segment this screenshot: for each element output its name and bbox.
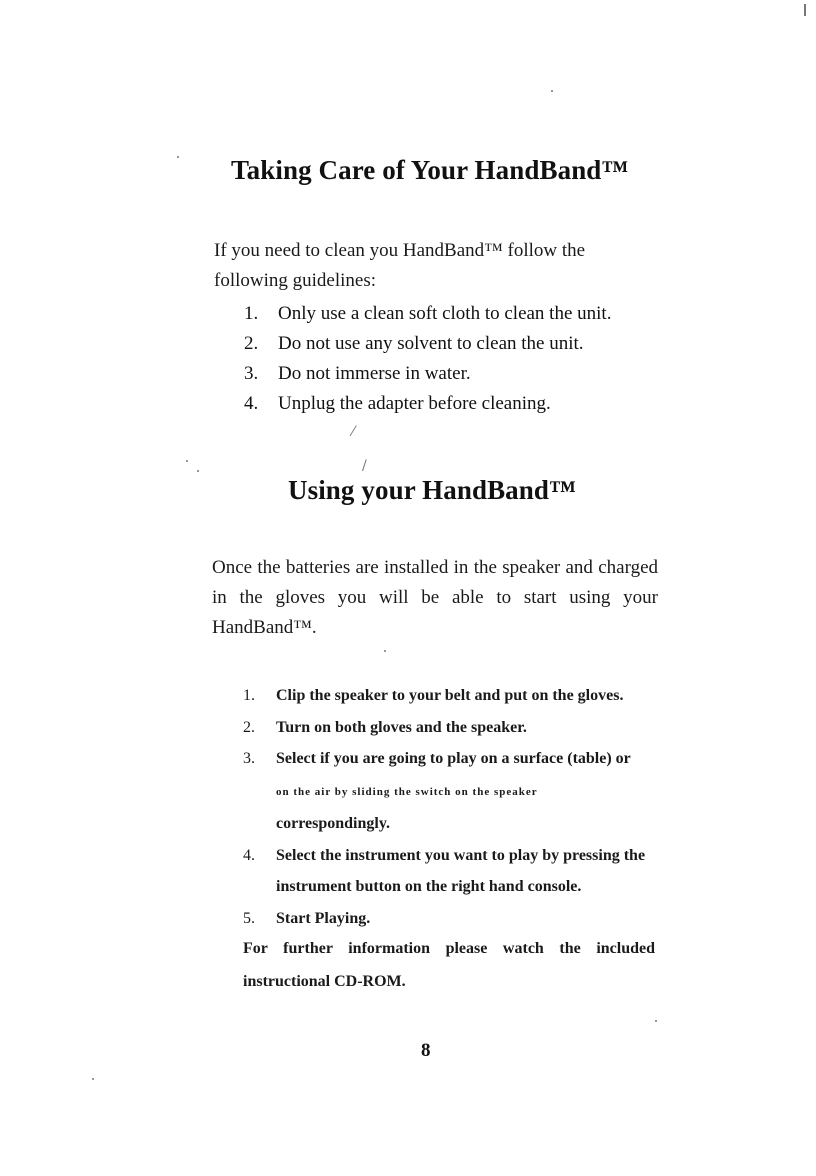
care-steps-list bbox=[244, 299, 684, 419]
care-step bbox=[244, 329, 684, 359]
use-step-text-line3: correspondingly. bbox=[276, 815, 390, 832]
use-step bbox=[243, 712, 657, 744]
scan-speck bbox=[177, 156, 179, 158]
scan-speck bbox=[186, 460, 188, 462]
use-step-text: Select if you are going to play on a surface (table) or bbox=[276, 750, 631, 767]
care-step bbox=[244, 299, 684, 329]
scan-speck bbox=[551, 90, 553, 92]
use-step-text: Turn on both gloves and the speaker. bbox=[276, 718, 527, 736]
care-step-text: Only use a clean soft cloth to clean the unit. bbox=[278, 303, 612, 324]
use-step-text: Clip the speaker to your belt and put on the gloves. bbox=[276, 687, 624, 704]
use-steps-list bbox=[243, 680, 657, 934]
care-section-title: Taking Care of Your HandBand™ bbox=[231, 155, 629, 185]
care-step-text: Do not use any solvent to clean the unit. bbox=[278, 333, 584, 354]
scan-speck bbox=[197, 470, 199, 472]
use-step-number: 5. bbox=[243, 909, 255, 927]
use-step bbox=[243, 743, 657, 840]
care-step-number: 3. bbox=[244, 363, 259, 384]
use-step-text-line2: on the air by sliding the switch on the speaker bbox=[276, 785, 538, 798]
further-info-paragraph: For further information please watch the included instructional CD-ROM. bbox=[243, 940, 655, 990]
use-intro-paragraph: Once the batteries are installed in the speaker and charged in the gloves you will be able to start using your HandBand™. bbox=[212, 557, 658, 638]
use-step bbox=[243, 840, 657, 903]
care-step-number: 2. bbox=[244, 333, 259, 354]
use-section-title: Using your HandBand™ bbox=[288, 475, 577, 505]
use-step-number: 3. bbox=[243, 750, 255, 767]
page-number: 8 bbox=[421, 1040, 431, 1061]
scan-speck bbox=[384, 650, 386, 652]
care-step-number: 4. bbox=[244, 393, 259, 414]
scan-speck bbox=[92, 1078, 94, 1080]
scan-scratch-mark: ⁄ bbox=[352, 424, 355, 440]
scan-scratch-mark: / bbox=[362, 458, 367, 474]
scan-speck bbox=[655, 1020, 657, 1022]
care-step-text: Do not immerse in water. bbox=[278, 363, 471, 384]
care-step-number: 1. bbox=[244, 303, 259, 324]
use-step-text: Select the instrument you want to play by pressing the instrument button on the right hand console. bbox=[276, 846, 646, 895]
use-step-text: Start Playing. bbox=[276, 909, 371, 927]
use-step-number: 1. bbox=[243, 687, 255, 704]
use-step-number: 2. bbox=[243, 718, 255, 736]
care-step bbox=[244, 359, 684, 389]
use-step bbox=[243, 903, 657, 935]
use-step bbox=[243, 680, 657, 712]
care-step-text: Unplug the adapter before cleaning. bbox=[278, 393, 551, 414]
care-step bbox=[244, 389, 684, 419]
use-step-number: 4. bbox=[243, 846, 255, 864]
care-intro-paragraph: If you need to clean you HandBand™ follow the following guidelines: bbox=[214, 240, 586, 291]
scan-speck bbox=[804, 4, 806, 16]
